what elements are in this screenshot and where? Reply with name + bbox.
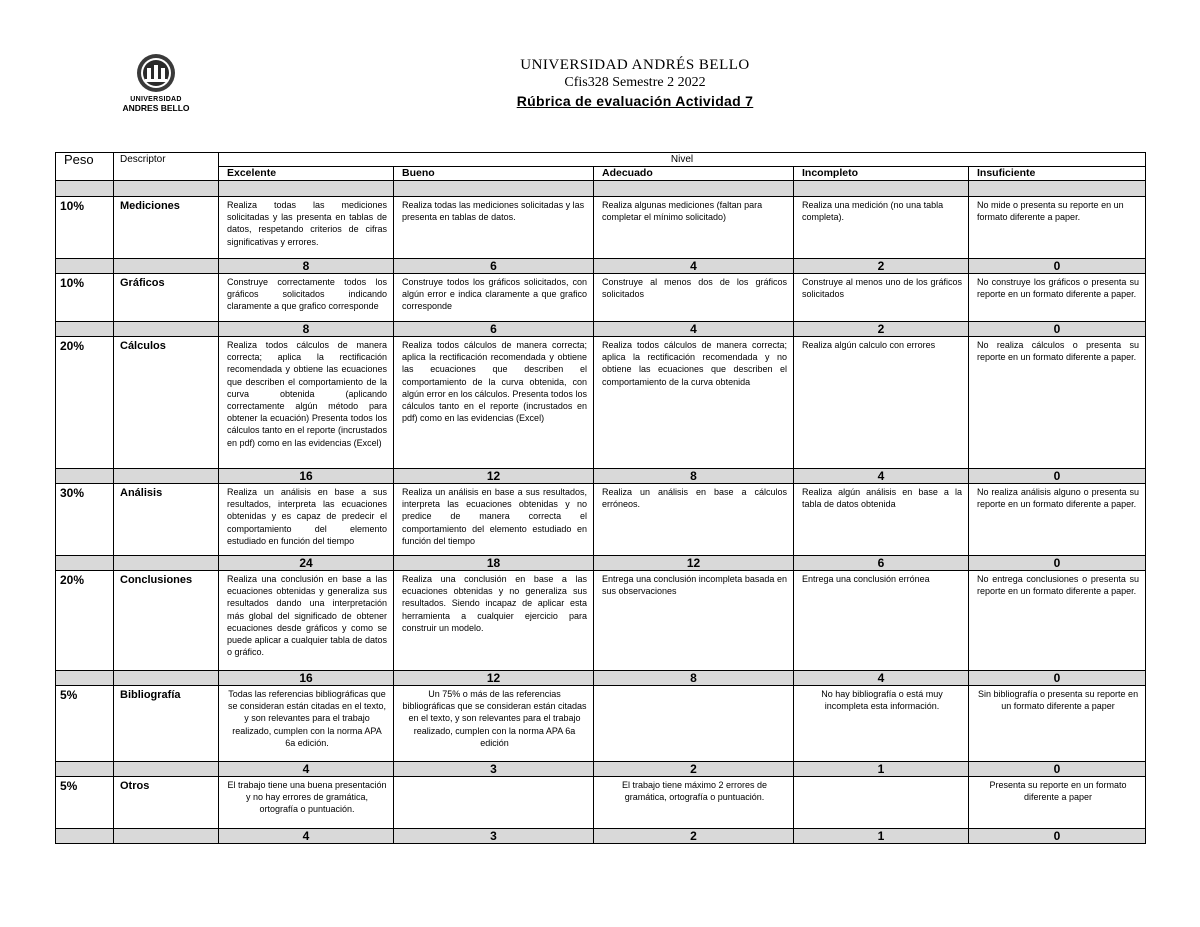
level-header: Excelente (219, 167, 394, 181)
score-value: 4 (594, 322, 794, 337)
score-row (56, 556, 1146, 571)
level-description: Un 75% o más de las referencias bibliográficas que se consideran están citadas en el texto, y son relevantes para el trabajo realizado, cumplen con la norma APA 6a edición (394, 686, 594, 762)
level-description: Entrega una conclusión errónea (794, 571, 969, 671)
level-description: Realiza un análisis en base a sus resultados, interpreta las ecuaciones obtenidas y es capaz de predecir el comportamiento del elemento estudiado en función del tiempo (219, 484, 394, 556)
score-value: 3 (394, 829, 594, 844)
criterion-weight: 5% (56, 686, 114, 762)
level-description: No construye los gráficos o presenta su reporte en un formato diferente a paper. (969, 274, 1146, 322)
score-value: 12 (594, 556, 794, 571)
score-value: 16 (219, 469, 394, 484)
level-description: No realiza análisis alguno o presenta su reporte en un formato diferente a paper. (969, 484, 1146, 556)
score-row (56, 469, 1146, 484)
score-value: 2 (594, 829, 794, 844)
score-row (56, 829, 1146, 844)
level-description: Sin bibliografía o presenta su reporte en un formato diferente a paper (969, 686, 1146, 762)
spacer-row (56, 181, 1146, 197)
document-header (400, 56, 870, 111)
university-logo (110, 52, 202, 122)
score-value: 2 (794, 259, 969, 274)
level-description: Realiza una conclusión en base a las ecuaciones obtenidas y no generaliza sus resultados. Siendo incapaz de aplicar esta herramienta a cualquier ejercicio para construir un modelo. (394, 571, 594, 671)
header-row (56, 153, 1146, 167)
level-description: Presenta su reporte en un formato diferente a paper (969, 777, 1146, 829)
score-row (56, 322, 1146, 337)
criterion-weight: 10% (56, 197, 114, 259)
score-value: 6 (794, 556, 969, 571)
levels-header-row (56, 167, 1146, 181)
score-value: 4 (794, 469, 969, 484)
logo-line-1: UNIVERSIDAD (130, 96, 182, 103)
logo-line-2: ANDRES BELLO (122, 103, 190, 113)
criterion-row (56, 197, 1146, 259)
criterion-row (56, 337, 1146, 469)
criterion-name: Bibliografía (114, 686, 219, 762)
level-description: El trabajo tiene máximo 2 errores de gramática, ortografía o puntuación. (594, 777, 794, 829)
level-description: Realiza algún calculo con errores (794, 337, 969, 469)
score-row (56, 671, 1146, 686)
level-description: Realiza todas las mediciones solicitadas y las presenta en tablas de datos, respetando criterios de cifras significativas y errores. (219, 197, 394, 259)
score-row (56, 762, 1146, 777)
level-description: Realiza todos cálculos de manera correcta; aplica la rectificación recomendada y no obtiene las ecuaciones que describen el comportamiento de la curva obtenida (594, 337, 794, 469)
level-description: Construye al menos uno de los gráficos solicitados (794, 274, 969, 322)
level-description: Realiza un análisis en base a cálculos erróneos. (594, 484, 794, 556)
nivel-header: Nivel (219, 153, 1146, 167)
criterion-row (56, 777, 1146, 829)
level-description: No mide o presenta su reporte en un formato diferente a paper. (969, 197, 1146, 259)
criterion-row (56, 686, 1146, 762)
level-description: Realiza algún análisis en base a la tabla de datos obtenida (794, 484, 969, 556)
score-value: 0 (969, 829, 1146, 844)
criterion-weight: 30% (56, 484, 114, 556)
score-value: 1 (794, 762, 969, 777)
level-description: Realiza algunas mediciones (faltan para completar el mínimo solicitado) (594, 197, 794, 259)
criterion-row (56, 484, 1146, 556)
score-value: 0 (969, 469, 1146, 484)
criterion-name: Mediciones (114, 197, 219, 259)
level-description: Construye correctamente todos los gráficos solicitados indicando claramente a que grafico corresponde (219, 274, 394, 322)
criterion-name: Cálculos (114, 337, 219, 469)
level-description: Construye al menos dos de los gráficos solicitados (594, 274, 794, 322)
level-header: Adecuado (594, 167, 794, 181)
score-value: 0 (969, 671, 1146, 686)
score-value: 4 (219, 762, 394, 777)
score-value: 0 (969, 259, 1146, 274)
score-value: 6 (394, 259, 594, 274)
criterion-weight: 20% (56, 337, 114, 469)
score-value: 16 (219, 671, 394, 686)
criterion-weight: 5% (56, 777, 114, 829)
criterion-weight: 20% (56, 571, 114, 671)
peso-header: Peso (56, 153, 114, 181)
criterion-name: Otros (114, 777, 219, 829)
score-value: 12 (394, 469, 594, 484)
level-header: Incompleto (794, 167, 969, 181)
score-value: 8 (594, 671, 794, 686)
level-description (394, 777, 594, 829)
score-value: 8 (594, 469, 794, 484)
level-description (794, 777, 969, 829)
level-description: Realiza una conclusión en base a las ecuaciones obtenidas y generaliza sus resultados dando una interpretación más global del significado de obtener ecuaciones desde gráficos y como se puede aplicar a cualquier tabla de datos o gráfico. (219, 571, 394, 671)
level-description: El trabajo tiene una buena presentación y no hay errores de gramática, ortografía o puntuación. (219, 777, 394, 829)
university-seal-icon (136, 52, 176, 94)
score-value: 8 (219, 322, 394, 337)
score-row (56, 259, 1146, 274)
course-name: Cfis328 Semestre 2 2022 (564, 75, 706, 90)
level-description: Realiza todas las mediciones solicitadas y las presenta en tablas de datos. (394, 197, 594, 259)
level-header: Bueno (394, 167, 594, 181)
score-value: 12 (394, 671, 594, 686)
score-value: 6 (394, 322, 594, 337)
level-header: Insuficiente (969, 167, 1146, 181)
level-description: Realiza un análisis en base a sus resultados, interpreta las ecuaciones obtenidas y no predice de manera correcta el comportamiento del elemento estudiado en función del tiempo (394, 484, 594, 556)
university-name: UNIVERSIDAD ANDRÉS BELLO (520, 57, 750, 73)
descriptor-header: Descriptor (114, 153, 219, 181)
criterion-name: Análisis (114, 484, 219, 556)
rubric-table (55, 152, 1146, 844)
level-description: Todas las referencias bibliográficas que se consideran están citadas en el texto, y son relevantes para el trabajo realizado, cumplen con la norma APA 6a edición. (219, 686, 394, 762)
score-value: 3 (394, 762, 594, 777)
level-description: Construye todos los gráficos solicitados, con algún error e indica claramente a que grafico corresponde (394, 274, 594, 322)
criterion-name: Conclusiones (114, 571, 219, 671)
score-value: 4 (794, 671, 969, 686)
score-value: 1 (794, 829, 969, 844)
score-value: 4 (594, 259, 794, 274)
level-description: Realiza una medición (no una tabla completa). (794, 197, 969, 259)
score-value: 8 (219, 259, 394, 274)
criterion-weight: 10% (56, 274, 114, 322)
criterion-row (56, 571, 1146, 671)
score-value: 2 (794, 322, 969, 337)
level-description: Realiza todos cálculos de manera correcta; aplica la rectificación recomendada y obtiene las ecuaciones que describen el comportamiento de la curva obtenida (aplicando correctamente algún método para obtener la ecuación) Presenta todos los cálculos tanto en el reporte (incrustados en pdf) como en las evidencias (Excel) (219, 337, 394, 469)
score-value: 0 (969, 762, 1146, 777)
score-value: 24 (219, 556, 394, 571)
score-value: 0 (969, 322, 1146, 337)
score-value: 2 (594, 762, 794, 777)
level-description: No hay bibliografía o está muy incompleta esta información. (794, 686, 969, 762)
level-description (594, 686, 794, 762)
score-value: 18 (394, 556, 594, 571)
criterion-name: Gráficos (114, 274, 219, 322)
score-value: 4 (219, 829, 394, 844)
level-description: No realiza cálculos o presenta su reporte en un formato diferente a paper. (969, 337, 1146, 469)
level-description: Entrega una conclusión incompleta basada en sus observaciones (594, 571, 794, 671)
criterion-row (56, 274, 1146, 322)
document-title: Rúbrica de evaluación Actividad 7 (516, 93, 754, 109)
level-description: Realiza todos cálculos de manera correcta; aplica la rectificación recomendada y obtiene las ecuaciones que describen el comportamiento de la curva obtenida, con algún error en los cálculos. Presenta todos los cálculos tanto en el reporte (incrustados en pdf) como en las evidencias (Excel) (394, 337, 594, 469)
level-description: No entrega conclusiones o presenta su reporte en un formato diferente a paper. (969, 571, 1146, 671)
score-value: 0 (969, 556, 1146, 571)
